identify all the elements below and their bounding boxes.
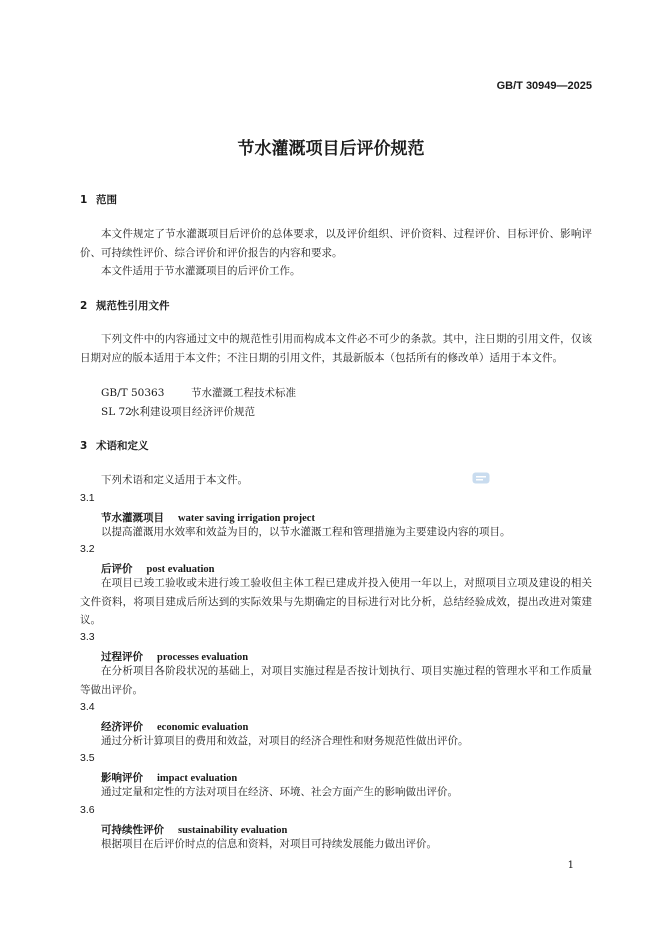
term-definition: 以提高灌溉用水效率和效益为目的，以节水灌溉工程和管理措施为主要建设内容的项目。	[101, 526, 511, 538]
section-2-heading	[80, 298, 170, 313]
term-definition: 在分析项目各阶段状况的基础上，对项目实施过程是否按计划执行、项目实施过程的管理水平和工作质量等做出评价。	[80, 665, 592, 696]
section-title: 术语和定义	[96, 440, 149, 452]
term-number: 3.2	[80, 543, 95, 555]
term-en: sustainability evaluation	[178, 825, 288, 836]
term-number: 3.6	[80, 804, 95, 816]
standard-number: GB/T 30949—2025	[496, 80, 592, 92]
section-number: 1	[80, 194, 88, 206]
section-1-paragraph-1: 本文件规定了节水灌溉项目后评价的总体要求，以及评价组织、评价资料、过程评价、目标评价、影响评价、可持续性评价、综合评价和评价报告的内容和要求。	[80, 228, 592, 259]
section-title: 规范性引用文件	[96, 300, 170, 312]
term-number: 3.1	[80, 492, 95, 504]
reference-title: 水利建设项目经济评价规范	[129, 406, 255, 418]
term-en: processes evaluation	[157, 652, 249, 663]
section-2-paragraph: 下列文件中的内容通过文中的规范性引用而构成本文件必不可少的条款。其中，注日期的引用文件，仅该日期对应的版本适用于本文件；不注日期的引用文件，其最新版本（包括所有的修改单）适用于本文件。	[80, 333, 592, 364]
reference-title: 节水灌溉工程技术标准	[191, 387, 296, 399]
term-zh: 可持续性评价	[101, 824, 164, 836]
term-definition: 通过定量和定性的方法对项目在经济、环境、社会方面产生的影响做出评价。	[101, 786, 458, 798]
term-zh: 影响评价	[101, 772, 143, 784]
term-zh: 过程评价	[101, 651, 143, 663]
section-1-heading	[80, 192, 117, 207]
page-number: 1	[567, 860, 574, 871]
section-number: 2	[80, 300, 88, 312]
reference-code: GB/T 50363	[101, 387, 165, 399]
document-title: 节水灌溉项目后评价规范	[237, 139, 425, 159]
section-title: 范围	[96, 194, 117, 206]
term-definition: 根据项目在后评价时点的信息和资料，对项目可持续发展能力做出评价。	[101, 838, 437, 850]
term-en: impact evaluation	[157, 773, 238, 784]
section-3-heading	[80, 438, 149, 453]
term-number: 3.4	[80, 701, 95, 713]
term-zh: 后评价	[101, 563, 133, 575]
term-definition: 通过分析计算项目的费用和效益，对项目的经济合理性和财务规范性做出评价。	[101, 735, 469, 747]
reference-item	[101, 385, 296, 400]
term-en: water saving irrigation project	[178, 513, 315, 524]
term-zh: 经济评价	[101, 721, 143, 733]
term-zh: 节水灌溉项目	[101, 512, 164, 524]
term-definition: 在项目已竣工验收或未进行竣工验收但主体工程已建成并投入使用一年以上，对照项目立项及建设的相关文件资料，将项目建成后所达到的实际效果与先期确定的目标进行对比分析，总结经验成效，提出改进对策建议。	[80, 577, 592, 627]
watermark-stamp-icon	[472, 472, 490, 484]
section-1-paragraph-2: 本文件适用于节水灌溉项目的后评价工作。	[101, 265, 301, 277]
term-number: 3.5	[80, 752, 95, 764]
section-3-intro: 下列术语和定义适用于本文件。	[101, 474, 248, 486]
section-number: 3	[80, 440, 88, 452]
term-number: 3.3	[80, 631, 95, 643]
term-en: economic evaluation	[157, 722, 249, 733]
term-en: post evaluation	[146, 564, 215, 575]
reference-item	[101, 404, 255, 419]
reference-code: SL 72	[101, 406, 132, 418]
